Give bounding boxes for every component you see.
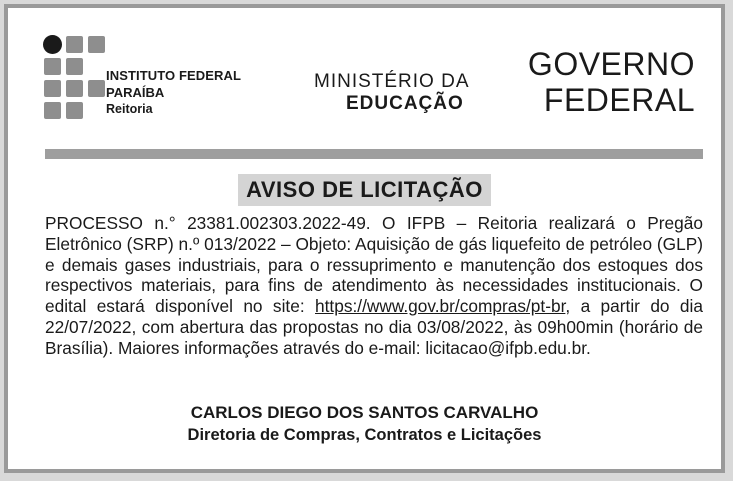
institute-line3: Reitoria xyxy=(106,102,153,116)
notice-body xyxy=(45,213,703,359)
notice-frame xyxy=(4,4,725,473)
government-line1: GOVERNO xyxy=(527,46,695,82)
logo-square xyxy=(66,36,83,53)
logo-square xyxy=(44,58,61,75)
procurement-link[interactable]: https://www.gov.br/compras/pt-br xyxy=(315,296,566,317)
divider-bar xyxy=(45,149,703,159)
logo-dot xyxy=(43,35,62,54)
signer-department: Diretoria de Compras, Contratos e Licitações xyxy=(187,426,542,444)
notice-text-after-link: , a partir do dia 22/07/2022, com abertura das propostas no dia 03/08/2022, às 09h00min (horário de Brasília). Maiores informações através do e-mail: licitacao@ifpb.edu.br. xyxy=(45,296,703,358)
notice-title: AVISO DE LICITAÇÃO xyxy=(238,174,491,206)
logo-square xyxy=(44,80,61,97)
signer-name: CARLOS DIEGO DOS SANTOS CARVALHO xyxy=(190,403,539,422)
institute-line2: PARAÍBA xyxy=(106,85,165,100)
signature-block xyxy=(8,401,721,447)
ministry-line1: MINISTÉRIO DA xyxy=(314,71,470,92)
ministry-line2: EDUCAÇÃO xyxy=(346,93,464,114)
institute-name xyxy=(106,67,241,118)
title-wrap xyxy=(8,174,721,206)
logo-square xyxy=(66,102,83,119)
institute-line1: INSTITUTO FEDERAL xyxy=(106,68,242,83)
logo-square xyxy=(88,80,105,97)
government-name xyxy=(528,46,695,118)
logo-square xyxy=(88,36,105,53)
government-line2: FEDERAL xyxy=(543,82,695,118)
logo-square xyxy=(66,80,83,97)
logo-square xyxy=(66,58,83,75)
ministry-name xyxy=(314,71,470,115)
logo-square xyxy=(44,102,61,119)
notice-text-before-link: PROCESSO n.° 23381.002303.2022-49. O IFPB – Reitoria realizará o Pregão Eletrônico (SRP) n.º 013/2022 – Objeto: Aquisição de gás liquefeito de petróleo (GLP) e demais gases industriais, para o ressuprimento e manutenção dos estoques dos respectivos materiais, para fins de atendimento às necessidades institucionais. O edital estará disponível no site: xyxy=(45,213,703,317)
